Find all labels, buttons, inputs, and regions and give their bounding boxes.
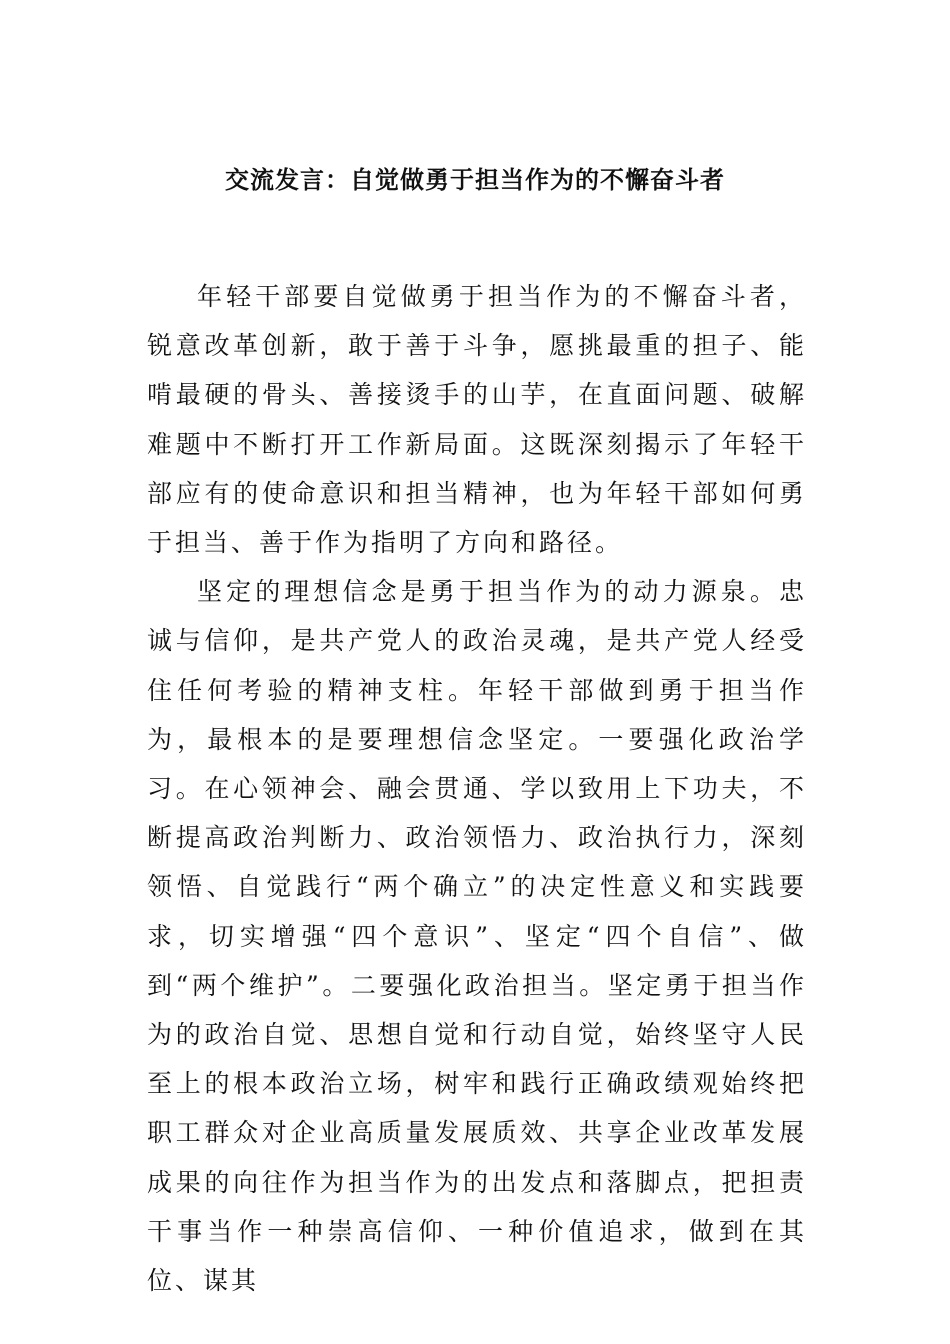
document-body [147,272,807,1305]
paragraph-1: 年轻干部要自觉做勇于担当作为的不懈奋斗者，锐意改革创新，敢于善于斗争，愿挑最重的担子、能啃最硬的骨头、善接烫手的山芋，在直面问题、破解难题中不断打开工作新局面。这既深刻揭示了年轻干部应有的使命意识和担当精神，也为年轻干部如何勇于担当、善于作为指明了方向和路径。 [147,282,807,558]
paragraph-2: 坚定的理想信念是勇于担当作为的动力源泉。忠诚与信仰，是共产党人的政治灵魂，是共产党人经受住任何考验的精神支柱。年轻干部做到勇于担当作为，最根本的是要理想信念坚定。一要强化政治学习。在心领神会、融会贯通、学以致用上下功夫，不断提高政治判断力、政治领悟力、政治执行力，深刻领悟、自觉践行“两个确立”的决定性意义和实践要求，切实增强“四个意识”、坚定“四个自信”、做到“两个维护”。二要强化政治担当。坚定勇于担当作为的政治自觉、思想自觉和行动自觉，始终坚守人民至上的根本政治立场，树牢和践行正确政绩观始终把职工群众对企业高质量发展质效、共享企业改革发展成果的向往作为担当作为的出发点和落脚点，把担责干事当作一种崇高信仰、一种价值追求，做到在其位、谋其 [147,577,807,1296]
document-title: 交流发言：自觉做勇于担当作为的不懈奋斗者 [225,166,725,194]
